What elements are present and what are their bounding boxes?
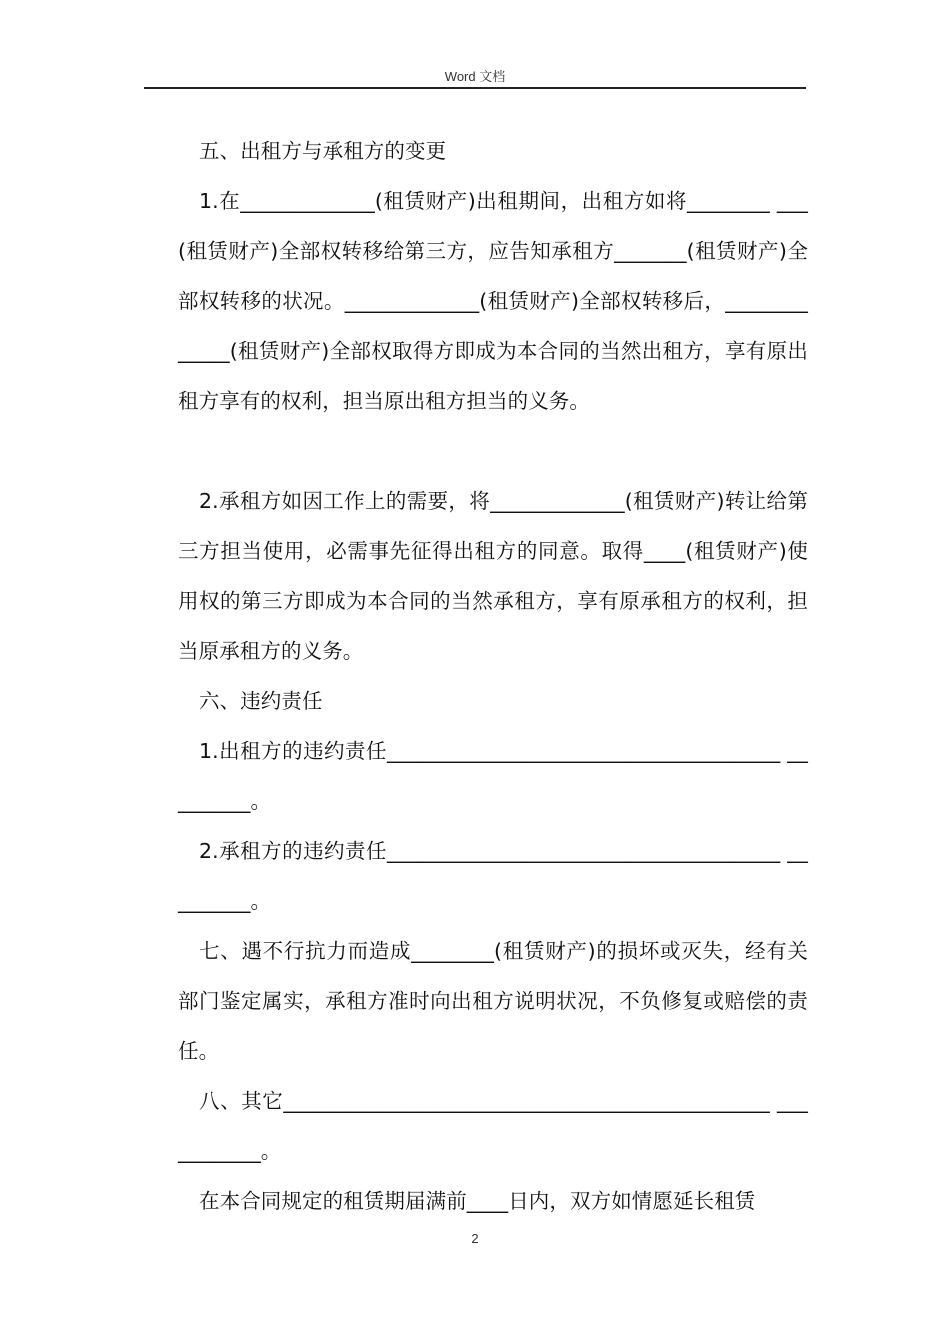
header-divider <box>144 87 806 89</box>
clause-5-2: 2.承租方如因工作上的需要，将_____________(租赁财产)转让给第三方担当使用，必需事先征得出租方的同意。取得____(租赁财产)使用权的第三方即成为本合同的当然承租方，享有原承租方的权利，担当原承租方的义务。 <box>178 489 808 663</box>
document-body <box>178 126 808 1226</box>
section-7: 七、遇不行抗力而造成________(租赁财产)的损坏或灭失，经有关部门鉴定属实，承租方准时向出租方说明状况，不负修复或赔偿的责任。 <box>178 939 808 1063</box>
page-header: Word 文档 <box>444 69 506 84</box>
section-8: 八、其它_______________________________________________ ___________。 <box>178 1089 808 1163</box>
page-number: 2 <box>471 1231 479 1246</box>
renewal-paragraph: 在本合同规定的租赁期届满前____日内，双方如情愿延长租赁 <box>199 1189 756 1213</box>
clause-6-2: 2.承租方的违约责任______________________________________ _________。 <box>178 839 808 913</box>
section-heading-6: 六、违约责任 <box>199 689 323 713</box>
paragraph-gap <box>178 426 808 476</box>
clause-6-1: 1.出租方的违约责任______________________________________ _________。 <box>178 739 808 813</box>
clause-5-1: 1.在_____________(租赁财产)出租期间，出租方如将________ ___(租赁财产)全部权转移给第三方，应告知承租方_______(租赁财产)全部权转移的状况。_____________(租赁财产)全部权转移后，_____________(租赁财产)全部权取得方即成为本合同的当然出租方，享有原出租方享有的权利，担当原出租方担当的义务。 <box>178 189 808 413</box>
section-heading-5: 五、出租方与承租方的变更 <box>199 139 447 163</box>
